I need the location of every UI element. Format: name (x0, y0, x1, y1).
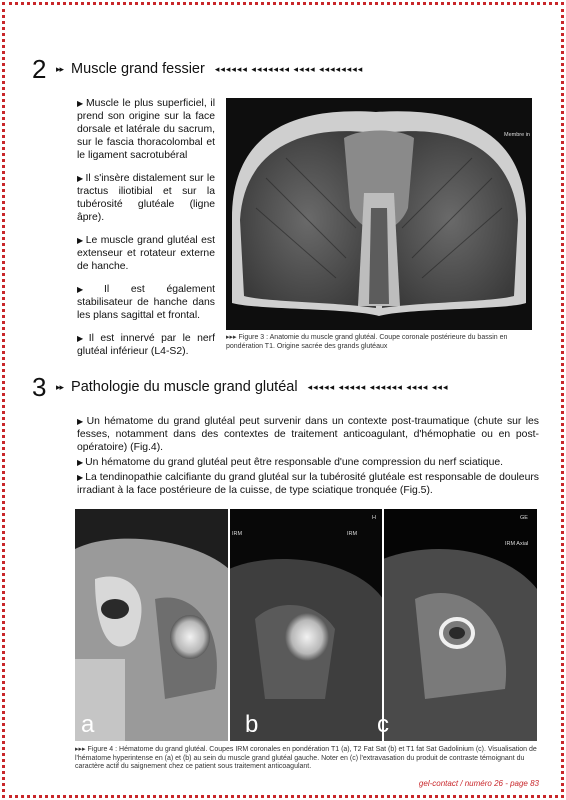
section-title: Pathologie du muscle grand glutéal (71, 379, 298, 395)
section-title: Muscle grand fessier (71, 61, 205, 77)
section-3-bullets (77, 415, 539, 499)
mri-overlay-label: IRM (232, 531, 243, 537)
section-arrows: ▸▸ (56, 63, 64, 74)
mri-overlay-label: GE (520, 515, 528, 521)
mri-overlay-label: IRM Axial (505, 541, 529, 547)
bullet-item: ▶ Un hématome du grand glutéal peut être responsable d'une compression du nerf sciatique. (77, 457, 504, 468)
section-2-header (32, 54, 363, 84)
bullet-arrow-icon: ▶ (77, 334, 87, 343)
bullet-arrow-icon: ▶ (77, 417, 85, 426)
bullet-item: ▶ Il s'insère distalement sur le tractus iliotibial et sur la tubérosité glutéale (ligne âpre). (77, 173, 215, 223)
bullet-arrow-icon: ▶ (77, 458, 84, 467)
mri-overlay-label: IRM (347, 531, 358, 537)
bullet-arrow-icon: ▶ (77, 99, 84, 108)
bullet-arrow-icon: ▶ (77, 174, 84, 183)
panel-label-c: c (377, 711, 389, 738)
figure-4-caption (75, 746, 537, 772)
figure-3-caption (226, 334, 536, 351)
figure-caption-text: Figure 4 : Hématome du grand glutéal. Coupes IRM coronales en pondération T1 (a), T2 Fat Sat (b) et T1 fat Sat Gadolinium (c). Visualisation de l'hématome hyperintense en (a) et (b) au sein du muscle grand glutéal gauche. Noter en (c) l'extravasation du produit de contraste témoignant du caractère actif du saignement chez ce patient sous traitement anticoagulant. (75, 746, 537, 770)
mri-overlay-label: H (372, 515, 376, 521)
bullet-arrow-icon: ▶ (77, 236, 84, 245)
bullet-item: ▶ La tendinopathie calcifiante du grand glutéal sur la tubérosité glutéale est responsable de douleurs irradiant à la face postérieure de la cuisse, de type sciatique tronquée (Fig.5). (77, 472, 540, 496)
mri-figure-3 (226, 98, 532, 330)
section-2-bullets (77, 97, 215, 368)
page-footer: gel-contact / numéro 26 - page 83 (418, 779, 539, 788)
bullet-arrow-icon: ▶ (77, 285, 102, 294)
bullet-arrow-icon: ▶ (77, 473, 84, 482)
section-number: 2 (32, 53, 47, 84)
section-tail-arrows: ◂◂◂◂◂◂ ◂◂◂◂◂◂◂ ◂◂◂◂ ◂◂◂◂◂◂◂◂ (214, 63, 364, 74)
bullet-item: ▶ Il est également stabilisateur de hanche dans les plans sagittal et frontal. (77, 284, 215, 321)
bullet-item: ▶ Il est innervé par le nerf glutéal inférieur (L4-S2). (77, 333, 215, 357)
mri-figure-4 (75, 509, 537, 741)
panel-label-a: a (81, 711, 95, 738)
caption-arrows-icon: ▸▸▸ (75, 746, 86, 753)
caption-arrows-icon: ▸▸▸ (226, 334, 237, 341)
section-tail-arrows: ◂◂◂◂◂ ◂◂◂◂◂ ◂◂◂◂◂◂ ◂◂◂◂ ◂◂◂ (307, 381, 449, 392)
panel-label-b: b (245, 711, 259, 738)
mri-overlay-label: Membre in (504, 132, 530, 138)
section-arrows: ▸▸ (56, 381, 64, 392)
bullet-item: ▶ Muscle le plus superficiel, il prend son origine sur la face dorsale et latérale du sacrum, sur le fascia thoracolombal et le ligament sacrotubéral (77, 98, 216, 161)
mri-hematoma-panels (75, 509, 537, 741)
bullet-item: ▶ Le muscle grand glutéal est extenseur et rotateur externe de hanche. (77, 235, 216, 272)
figure-caption-text: Figure 3 : Anatomie du muscle grand glutéal. Coupe coronale postérieure du bassin en pondération T1. Origine sacrée des grands glutéaux (226, 334, 508, 350)
mri-coronal-pelvis-image (226, 98, 532, 330)
section-3-header (32, 372, 448, 402)
bullet-item: ▶ Un hématome du grand glutéal peut survenir dans un contexte post-traumatique (chute sur les fesses, notamment dans des contextes de traitement anticoagulant, d'hémophatie ou en post-opératoire) (Fig.4). (77, 416, 539, 453)
section-number: 3 (32, 371, 47, 402)
